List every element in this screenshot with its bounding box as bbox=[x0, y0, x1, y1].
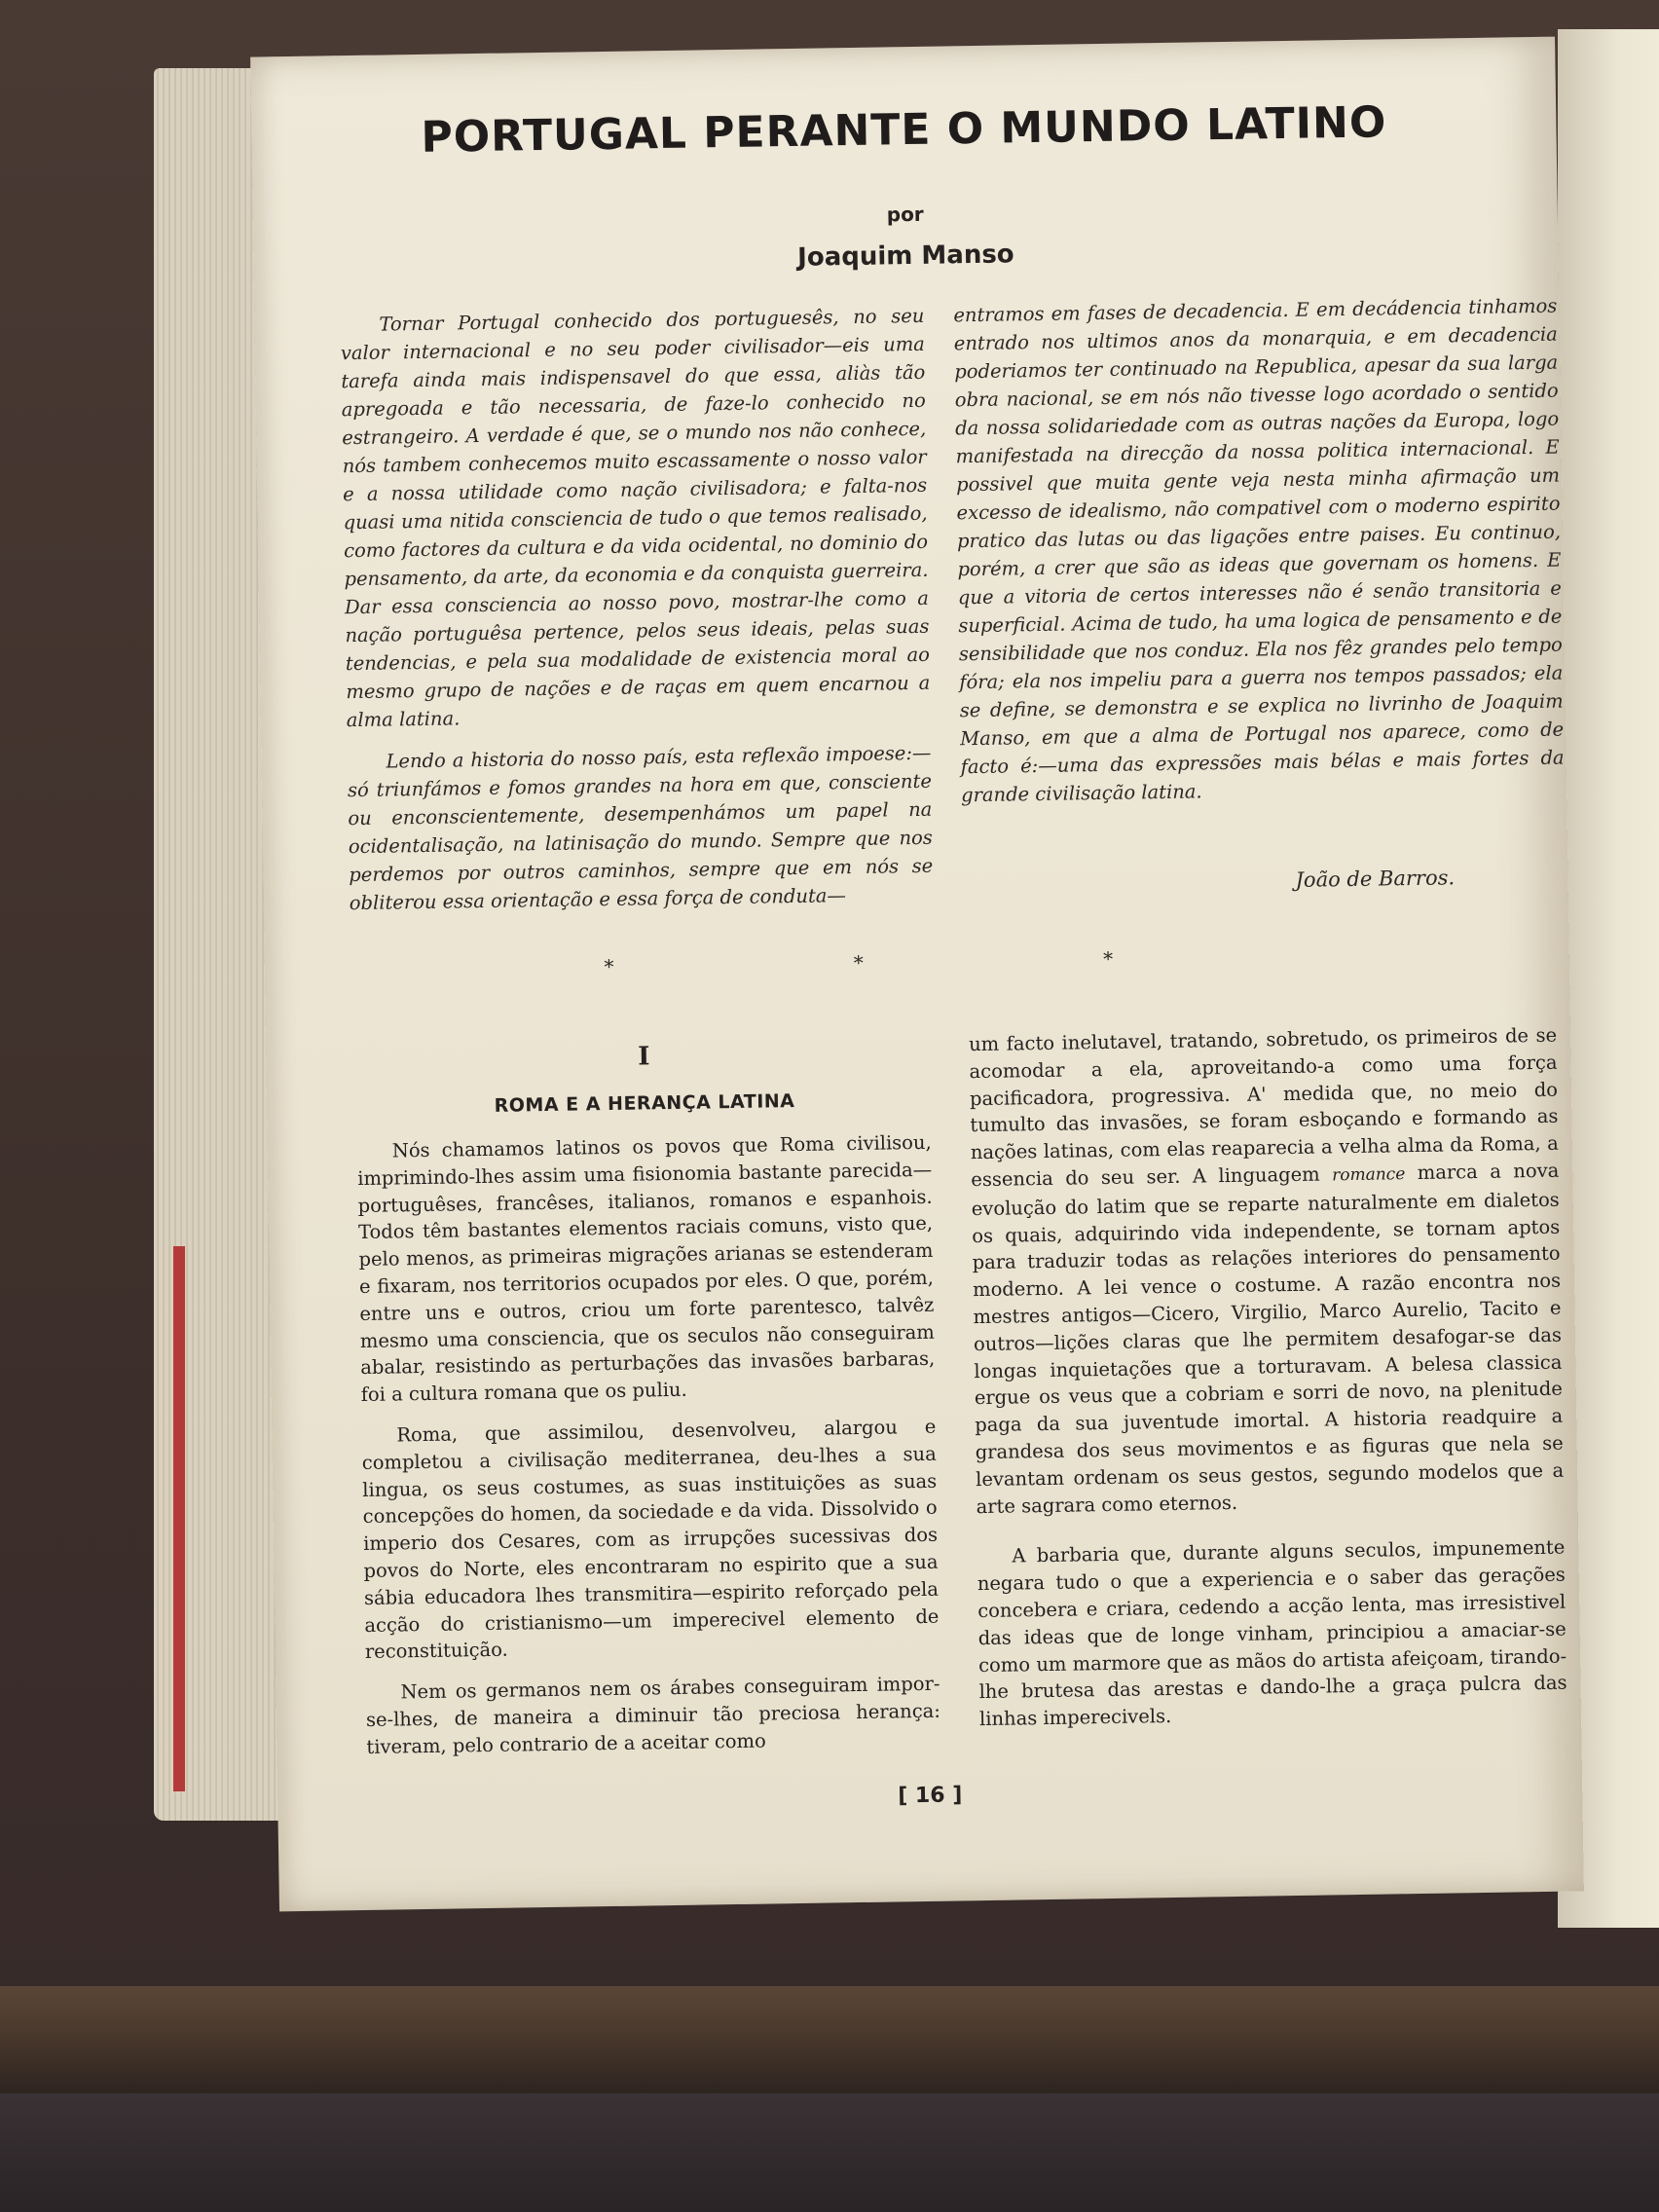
desk-edge bbox=[0, 1986, 1659, 2093]
body-paragraph: Nem os germanos nem os árabes conseguiram impor-se-lhes, de maneira a diminuir tão preciosa herança: tiveram, pelo contrario de a aceitar como bbox=[365, 1672, 941, 1758]
body-paragraph: Nós chamamos latinos os povos que Roma civilisou, imprimindo-lhes assim uma fisionomia bastante parecida—portuguêses, francêses, italianos, romanos e espanhois. Todos têm bastantes elementos raciais comuns, visto que, pelo menos, as primeiras migrações arianas se estenderam e fixaram, nos territorios ocupados por eles. O que, porém, entre uns e outros, criou um forte parentesco, talvêz mesmo uma consciencia, que os seculos não conseguiram abalar, resistindo as perturbações das invasões barbaras, foi a cultura romana que os puliu. bbox=[357, 1130, 936, 1407]
section-title: ROMA E A HERANÇA LATINA bbox=[494, 1089, 795, 1117]
body-italic-term: romance bbox=[1332, 1164, 1406, 1186]
section-number: I bbox=[637, 1042, 650, 1072]
intro-signature: João de Barros. bbox=[1295, 866, 1456, 892]
body-paragraph bbox=[969, 1022, 1565, 1521]
body-paragraph: Roma, que assimilou, desenvolveu, alargou e completou a civilisação mediterranea, deu-lhes a sua lingua, os seus costumes, as suas instituições as suas concepções do homen, da sociedade e da vida. Dissolvido o imperio dos Cesares, com as irrupções sucessivas dos povos do Norte, eles encontraram no espirito que a sua sábia educadora lhes transmitira—espirito reforçado pela acção do cristianismo—um imperecivel elemento de reconstituição. bbox=[361, 1415, 940, 1664]
book-page bbox=[250, 37, 1584, 1912]
article-title: PORTUGAL PERANTE O MUNDO LATINO bbox=[421, 97, 1387, 163]
body-left-column bbox=[357, 1129, 941, 1775]
intro-left-column bbox=[340, 302, 934, 931]
body-right-column bbox=[969, 1022, 1567, 1747]
section-separator: * * * bbox=[604, 944, 1231, 979]
book-red-edge bbox=[173, 1246, 185, 1791]
floor-background bbox=[0, 2093, 1659, 2212]
intro-paragraph: entramos em fases de decadencia. E em decádencia tinhamos entrado nos ultimos anos da monarquia, e em decadencia poderiamos ter continuado na Republica, apesar da sua larga obra nacional, se em nós não tivesse logo acordado o sentido da nossa solidariedade com as outras nações da Europa, logo manifestada na direcção da nossa politica internacional. E possivel que muita gente veja nesta minha afirmação um excesso de idealismo, não compativel com o moderno espirito pratico das lutas ou das ligações entre paises. Eu continuo, porém, a crer que são as ideas que governam os homens. E que a vitoria de certos interesses não é senão transitoria e superficial. Acima de tudo, ha uma logica de pensamento e de sensibilidade que nos conduz. Ela nos fêz grandes pelo tempo fóra; ela nos impeliu para a guerra nos tempos passados; ela se define, se demonstra e se explica no livrinho de Joaquim Manso, em que a alma de Portugal nos aparece, como de facto é:—uma das expressões mais bélas e mais fortes da grande civilisação latina. bbox=[953, 294, 1565, 807]
body-paragraph: A barbaria que, durante alguns seculos, impunemente negara tudo o que a experiencia e o saber das gerações concebera e criara, cedendo a acção lenta, mas irresistivel das ideas que de longe vinham, principiou a amaciar-se como um marmore que as mãos do artista afeiçoam, tirando-lhe brutesa das arestas e dando-lhe a graça pulcra das linhas imperecivels. bbox=[977, 1535, 1567, 1731]
body-text: marca a nova evolução do latim que se reparte naturalmente em dialetos os quais, adquirindo vida independente, se tornam aptos para traduzir todas as relações interiores do pensamento moderno. A lei vence o costume. A razão encontra nos mestres antigos—Cicero, Virgilio, Marco Aurelio, Tacito e outros—lições claras que lhe permitem desafogar-se das longas inquietações que a torturavam. A belesa classica ergue os veus que a cobriam e sorri de novo, na plenitude paga da sua juventude imortal. A historia readquire a grandesa dos seus movimentos e as figuras que nela se levantam ordenam os seus gestos, segundo modelos que a arte sagrara como eternos. bbox=[971, 1159, 1565, 1518]
intro-right-column bbox=[953, 292, 1565, 824]
page-number: [ 16 ] bbox=[898, 1783, 963, 1809]
intro-paragraph: Tornar Portugal conhecido dos portuguesês, no seu valor internacional e no seu poder civilisador—eis uma tarefa ainda mais indispensavel do que essa, aliàs tão apregoada e tão necessaria, de faze-lo conhecido no estrangeiro. A verdade é que, se o mundo nos não conhece, nós tambem conhecemos muito escassamente o nosso valor e a nossa utilidade como nação civilisadora; e falta-nos quasi uma nitida consciencia de tudo o que temos realisado, como factores da cultura e da vida ocidental, no dominio do pensamento, da arte, da economia e da conquista guerreira. Dar essa consciencia ao nosso povo, mostrar-lhe como a nação portuguêsa pertence, pelos seus ideais, pelas suas tendencias, e pela sua modalidade de existencia moral ao mesmo grupo de nações e de raças em quem encarnou a alma latina. bbox=[340, 304, 931, 732]
intro-paragraph: Lendo a historia do nosso país, esta reflexão impoese:—só triunfámos e fomos grandes na hora em que, consciente ou enconscientemente, desempenhámos um papel na ocidentalisação, na latinisação do mundo. Sempre que nos perdemos por outros caminhos, sempre que em nós se obliterou essa orientação e essa força de conduta— bbox=[347, 741, 934, 915]
byline-prefix: por bbox=[886, 202, 924, 227]
body-text: um facto inelutavel, tratando, sobretudo, os primeiros de se acomodar a ela, aproveitando-a como uma força pacificadora, progressiva. A' medida que, no meio do tumulto das invasões, se foram esboçando e formando as nações latinas, com elas reaparecia a velha alma da Roma, a essencia do seu ser. A linguagem bbox=[968, 1023, 1559, 1192]
article-author: Joaquim Manso bbox=[796, 240, 1014, 273]
